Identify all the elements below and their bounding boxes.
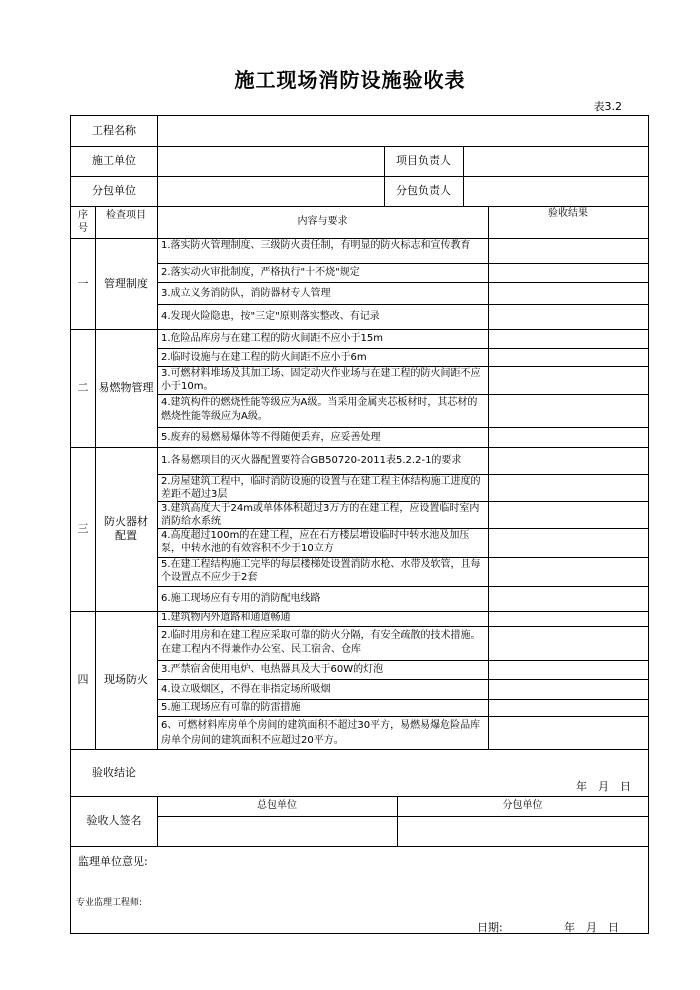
supervision-opinion-label: 监理单位意见:: [78, 855, 148, 868]
check-item-header: 检查项目: [106, 210, 146, 221]
seq-header: 序号: [78, 210, 88, 234]
check-item: 2.房屋建筑工程中，临时消防设施的设置与在建工程主体结构施工进度的差距不超过3层: [161, 476, 481, 500]
signature-label: 验收人签名: [86, 814, 142, 827]
check-item: 2.临时设施与在建工程的防火间距不应小于6m: [161, 352, 367, 363]
contractor-value[interactable]: [157, 146, 384, 176]
project-manager-value[interactable]: [463, 146, 648, 176]
check-item: 3.成立义务消防队，消防器材专人管理: [161, 288, 331, 299]
col-divider: [157, 206, 158, 749]
row-divider: [71, 749, 648, 750]
result-header: 验收结果: [548, 208, 588, 219]
section-name: 易燃物管理: [98, 381, 154, 394]
project-manager-label: 项目负责人: [396, 154, 451, 167]
check-item: 1.建筑物内外道路和通道畅通: [161, 612, 291, 623]
check-item: 5.废弃的易燃易爆体等不得随便丢弃，应妥善处理: [161, 432, 381, 443]
section-name: 管理制度: [104, 276, 148, 290]
content-header: 内容与要求: [297, 216, 348, 227]
section-number: 一: [77, 276, 89, 290]
project-name-value[interactable]: [157, 116, 648, 146]
check-item: 2.落实动火审批制度，严格执行"十不烧"规定: [161, 267, 360, 278]
check-item: 2.临时用房和在建工程应采取可靠的防火分隔，有安全疏散的技术措施。在建工程内不得兼作办公室、民工宿舍、仓库: [161, 630, 481, 655]
subcontractor-label: 分包单位: [92, 184, 136, 197]
supervision-date-value: 年 月 日: [564, 921, 619, 934]
contractor-label: 施工单位: [92, 154, 136, 167]
general-contractor-signature[interactable]: [157, 817, 397, 846]
sub-manager-label: 分包负责人: [396, 184, 451, 197]
conclusion-date: 年 月 日: [576, 780, 631, 793]
section-number: 三: [77, 522, 89, 535]
conclusion-label: 验收结论: [92, 765, 136, 779]
check-item: 4.建筑构件的燃烧性能等级应为A级。当采用金属夹芯板材时，其芯材的燃烧性能等级应为A级。: [161, 397, 478, 422]
section-number: 四: [77, 673, 89, 686]
check-item: 4.高度超过100m的在建工程，应在石方楼层增设临时中转水池及加压泵，中转水池的有效容积不少于10立方: [161, 530, 470, 554]
section-name: 现场防火: [104, 673, 148, 686]
subcontractor-signature-label: 分包单位: [502, 800, 543, 811]
check-item: 4.发现火险隐患，按"三定"原则落实整改、有记录: [161, 311, 380, 322]
col-divider: [488, 206, 489, 749]
check-item: 4.设立吸烟区，不得在非指定场所吸烟: [161, 684, 331, 695]
sub-manager-value[interactable]: [463, 176, 648, 206]
check-item: 6、可燃材料库房单个房间的建筑面积不超过30平方，易燃易爆危险品库房单个房间的建筑面积不应超过20平方。: [161, 720, 481, 746]
row-divider: [71, 846, 648, 847]
check-item: 1.危险品库房与在建工程的防火间距不应小于15m: [161, 333, 384, 344]
check-item: 3.严禁宿舍使用电炉、电热器具及大于60W的灯泡: [161, 664, 384, 675]
acceptance-form: [70, 115, 649, 934]
supervision-engineer-label: 专业监理工程师:: [76, 898, 143, 908]
subcontractor-value[interactable]: [157, 176, 384, 206]
supervision-date-label: 日期:: [477, 921, 503, 934]
check-item: 6.施工现场应有专用的消防配电线路: [161, 593, 321, 604]
general-contractor-label: 总包单位: [257, 800, 297, 811]
project-name-label: 工程名称: [92, 124, 136, 137]
check-item: 1.落实防火管理制度、三级防火责任制，有明显的防火标志和宣传教育: [161, 240, 471, 251]
check-item: 3.建筑高度大于24m或单体体积超过3万方的在建工程，应设置临时室内消防给水系统: [161, 503, 480, 527]
section-name: 防火器材配置: [104, 515, 148, 542]
section-number: 二: [77, 381, 89, 394]
subcontractor-signature[interactable]: [397, 817, 648, 846]
check-item: 3.可燃材料堆场及其加工场、固定动火作业场与在建工程的防火间距不应小于10m。: [161, 368, 481, 392]
check-item: 1.各易燃项目的灭火器配置要符合GB50720-2011表5.2.2-1的要求: [161, 455, 462, 466]
check-item: 5.在建工程结构施工完毕的每层楼梯处设置消防水枪、水带及软管，且每个设置点不应少于2套: [161, 559, 481, 583]
table-number: 表3.2: [593, 100, 622, 113]
check-item: 5.施工现场应有可靠的防雷措施: [161, 702, 301, 713]
page-title: 施工现场消防设施验收表: [234, 68, 466, 92]
